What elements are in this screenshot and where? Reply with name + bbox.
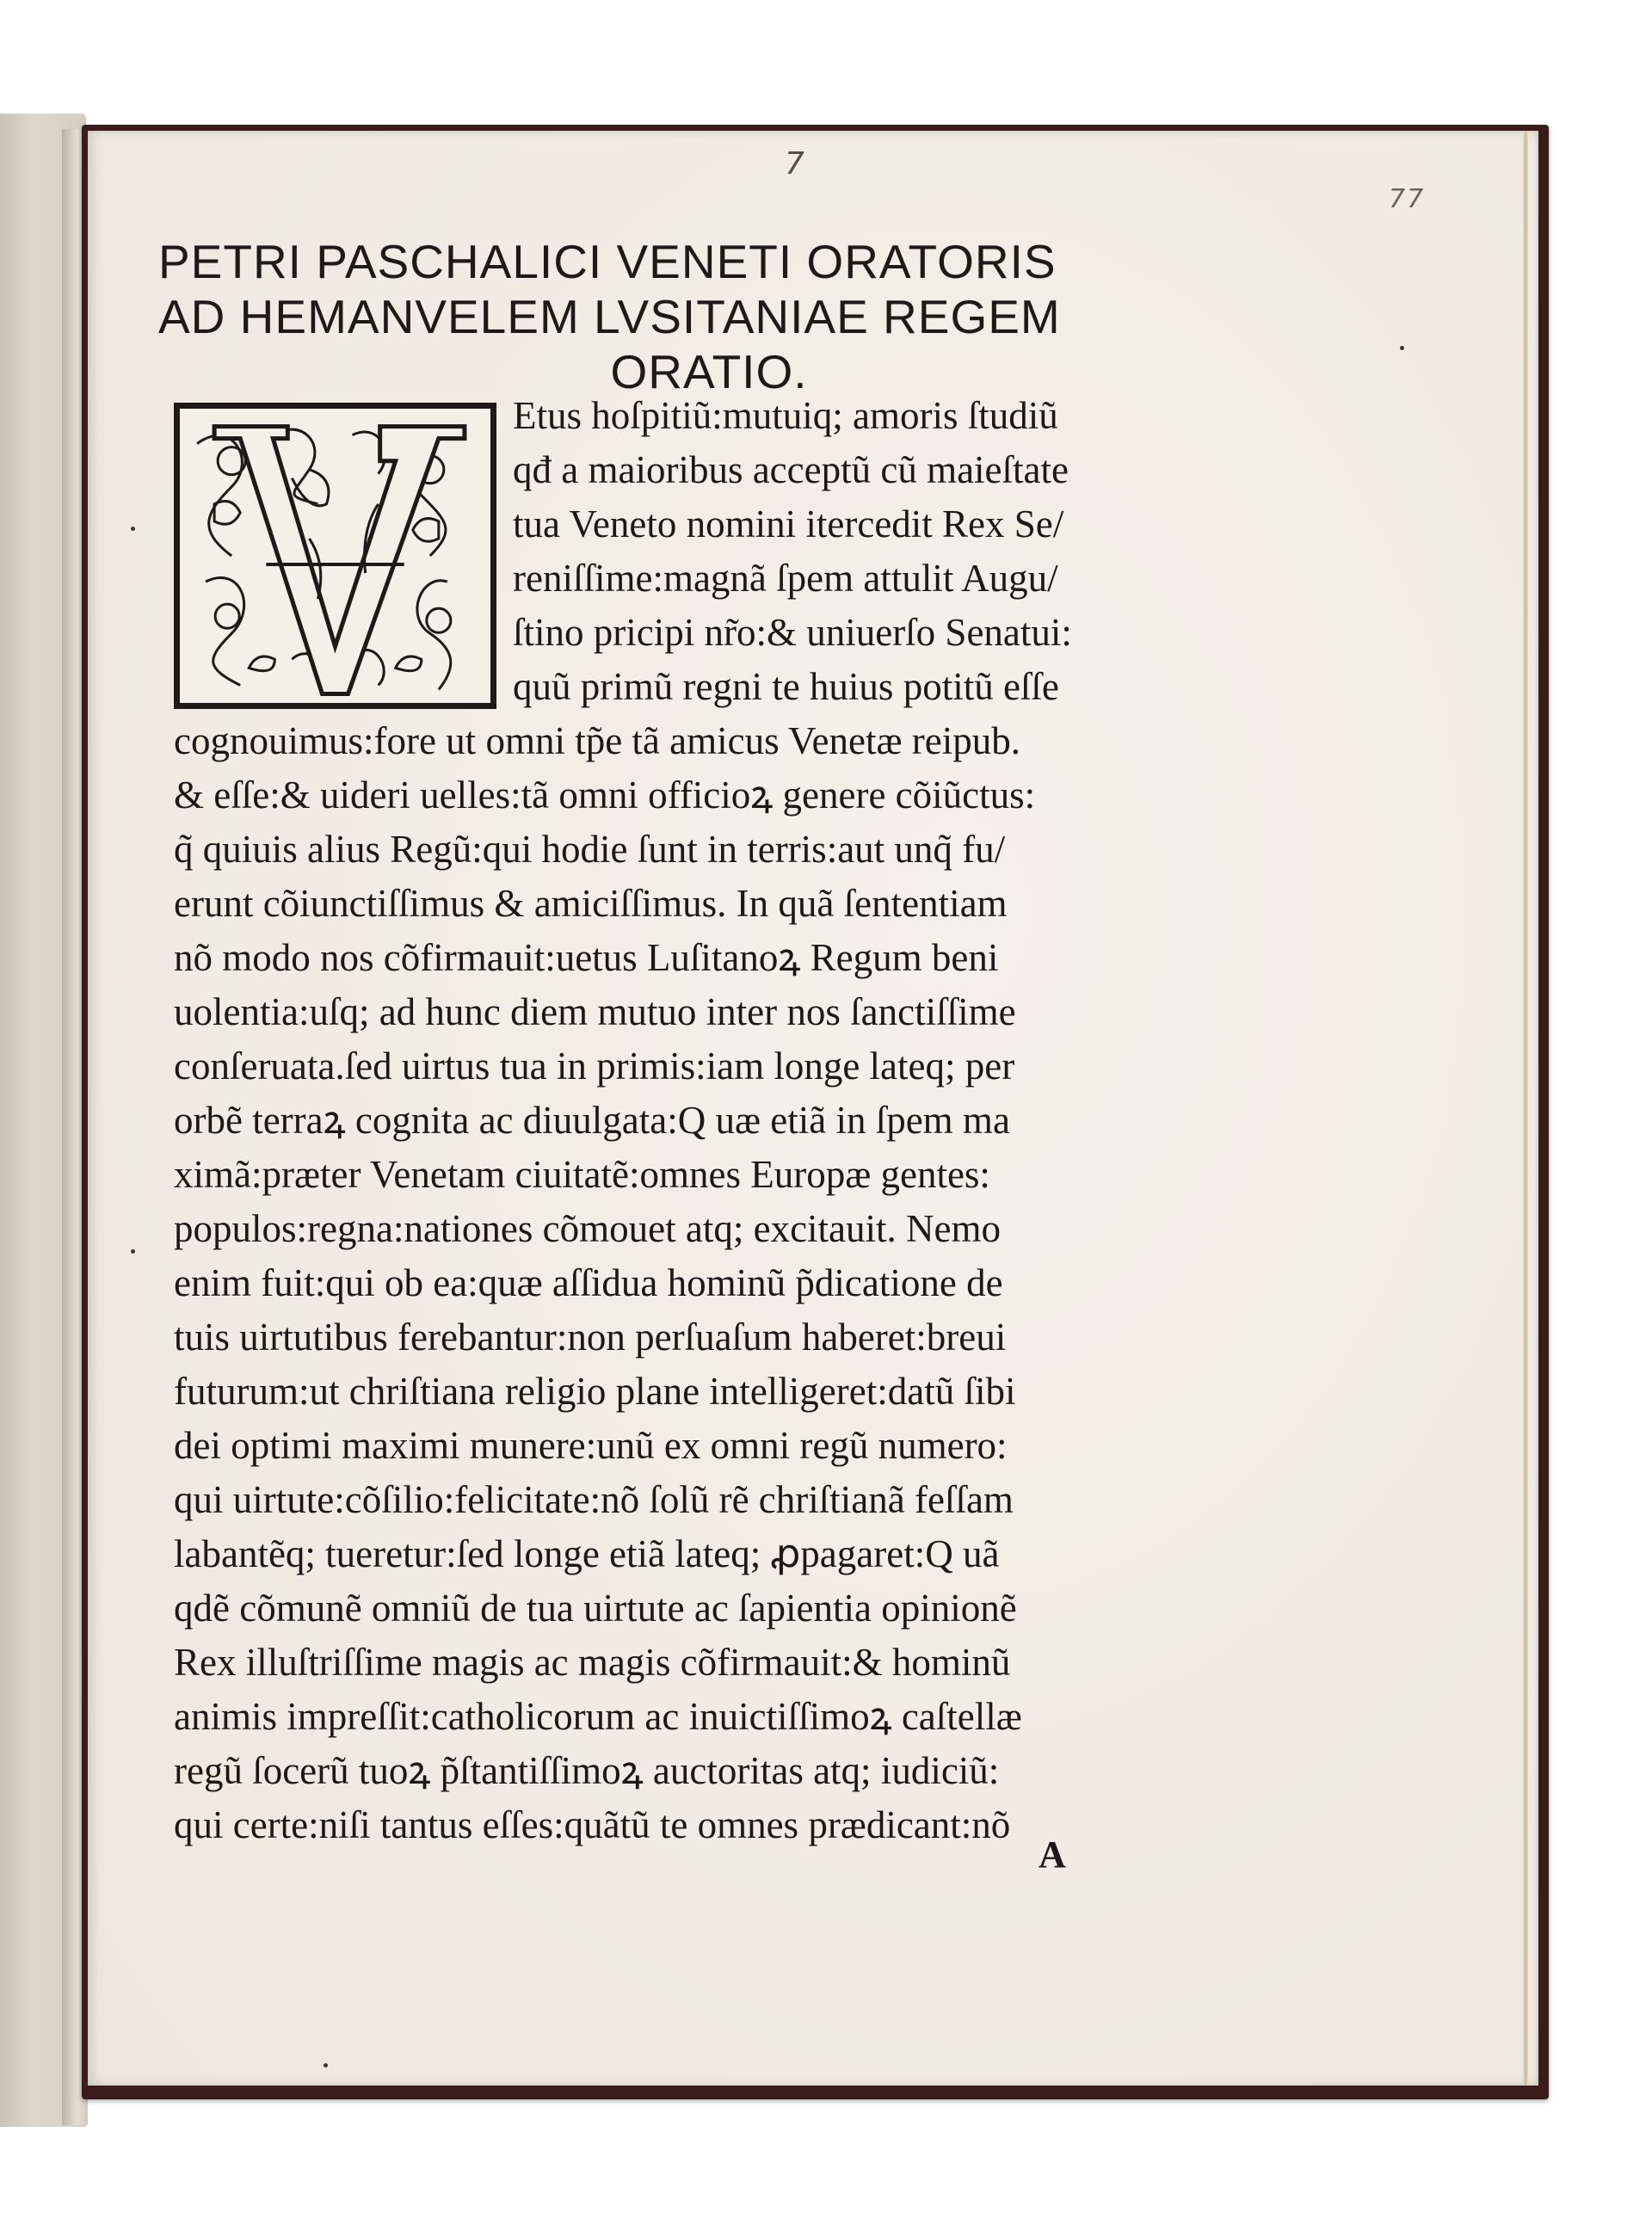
text-line: futurum:ut chriſtiana religio plane intelligeret:datũ ſibi [174, 1370, 1016, 1413]
text-line: qui certe:niſi tantus eſſes:quãtũ te omnes prædicant:nõ [174, 1803, 1011, 1846]
text-line: labantẽq; tueretur:ſed longe etiã lateq; ꝓpagaret:Q uã [174, 1532, 1000, 1575]
signature-mark: A [1039, 1833, 1066, 1876]
text-line: conſeruata.ſed uirtus tua in primis:iam longe lateq; per [174, 1045, 1015, 1088]
text-line: enim fuit:qui ob ea:quæ aſſidua hominũ p̃dicatione de [174, 1261, 1003, 1304]
text-line: regũ ſocerũ tuoꝝ p̃ſtantiſſimoꝝ auctoritas atq; iudiciũ: [174, 1749, 1000, 1792]
page-fore-edge [1523, 131, 1528, 2086]
text-line: tua Veneto nomini itercedit Rex Se/ [513, 502, 1064, 545]
paper-speck [324, 2063, 328, 2068]
folio-number: 7 [785, 146, 804, 182]
text-line: qđ a maioribus acceptũ cũ maieſtate [513, 448, 1069, 491]
paper-speck [131, 527, 135, 531]
book-page [88, 131, 1538, 2086]
text-line: ſtino pricipi nr̃o:& uniuerſo Senatui: [513, 611, 1072, 654]
text-line: ximã:præter Venetam ciuitatẽ:omnes Europæ gentes: [174, 1153, 990, 1196]
title-line-2: AD HEMANVELEM LVSITANIAE REGEM [158, 290, 1061, 343]
text-line: orbẽ terraꝝ cognita ac diuulgata:Q uæ etiã in ſpem ma [174, 1099, 1010, 1142]
text-line: tuis uirtutibus ferebantur:non perſuaſum haberet:breui [174, 1316, 1007, 1359]
text-line: populos:regna:nationes cõmouet atq; excitauit. Nemo [174, 1207, 1001, 1250]
page-title [158, 234, 1277, 399]
text-line: Etus hoſpitiũ:mutuiq; amoris ſtudiũ [513, 394, 1058, 437]
text-line: cognouimus:fore ut omni tp̃e tã amicus Venetæ reipub. [174, 719, 1020, 762]
paper-speck [131, 1249, 135, 1254]
text-line: erunt cõiunctiſſimus & amiciſſimus. In quã ſententiam [174, 882, 1008, 925]
text-line: animis impreſſit:catholicorum ac inuictiſſimoꝝ caſtellæ [174, 1695, 1022, 1738]
text-line: quũ primũ regni te huius potitũ eſſe [513, 665, 1059, 708]
corner-folio-number: 77 [1389, 184, 1426, 214]
text-line: q̃ quiuis alius Regũ:qui hodie ſunt in terris:aut unq̃ fu/ [174, 828, 1006, 871]
text-line: qdẽ cõmunẽ omniũ de tua uirtute ac ſapientia opinionẽ [174, 1587, 1017, 1630]
decorated-initial-v [174, 403, 496, 709]
text-line: reniſſime:magnã ſpem attulit Augu/ [513, 557, 1058, 600]
text-line: uolentia:uſq; ad hunc diem mutuo inter nos ſanctiſſime [174, 990, 1016, 1033]
paper-speck [1400, 346, 1404, 350]
text-line: & eſſe:& uideri uelles:tã omni officioꝝ genere cõiũctus: [174, 773, 1036, 817]
text-line: Rex illuſtriſſime magis ac magis cõfirmauit:& hominũ [174, 1641, 1011, 1684]
text-line: qui uirtute:cõſilio:felicitate:nõ ſolũ rẽ chriſtianã feſſam [174, 1478, 1014, 1521]
woodcut-initial-icon [180, 409, 490, 703]
text-line: nõ modo nos cõfirmauit:uetus Luſitanoꝝ Regum beni [174, 936, 999, 979]
text-line: dei optimi maximi munere:unũ ex omni regũ numero: [174, 1424, 1008, 1467]
title-line-1: PETRI PASCHALICI VENETI ORATORIS [158, 235, 1057, 288]
title-line-3: ORATIO. [610, 345, 808, 398]
